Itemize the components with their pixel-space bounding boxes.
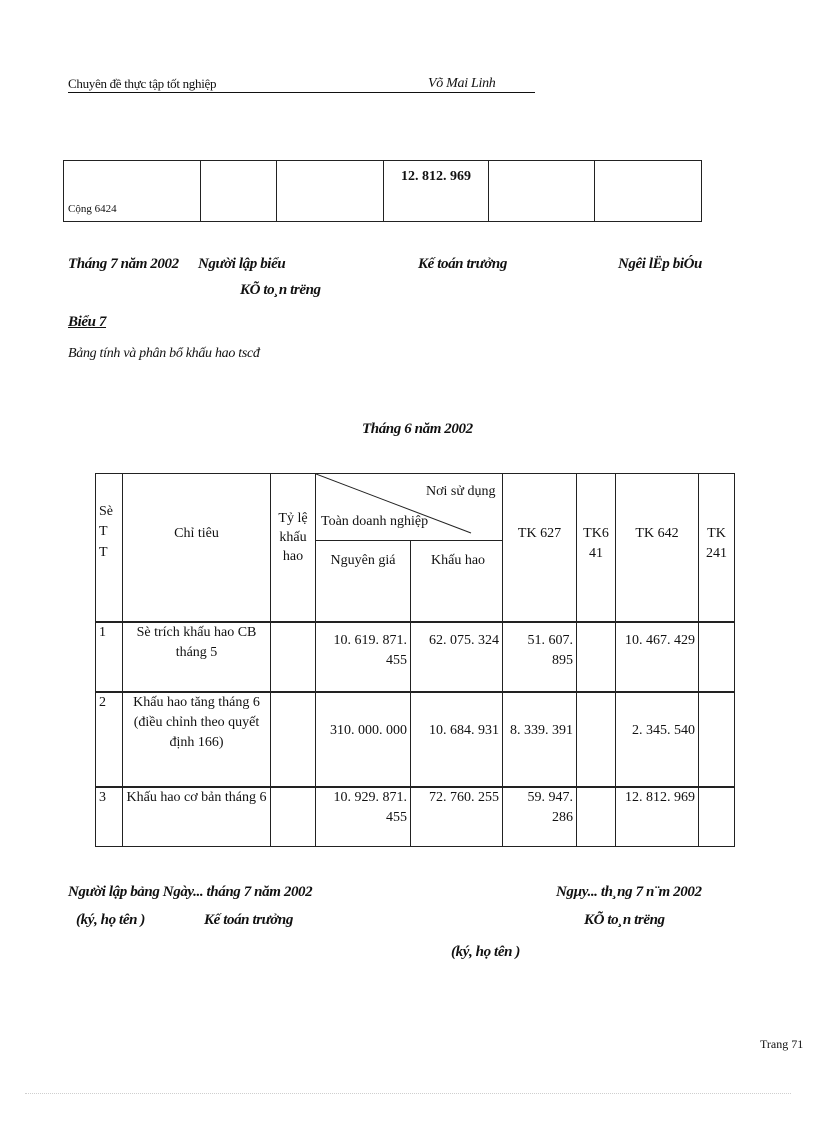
header-noi-su-dung [316,474,503,541]
table-row [96,692,735,787]
row-nguyen-gia [316,787,411,847]
header-stt-line: T [99,544,108,560]
row-nguyen-gia-line: 455 [386,652,407,668]
header-khau-hao: Khấu hao [411,541,503,622]
header-stt-line: Sè [99,504,113,519]
header-author: Võ Mai Linh [428,76,496,91]
row-chi-tieu [123,622,271,692]
signature-approver-garbled: Ngêi lËp biÓu [618,256,702,272]
total-row [64,161,702,222]
header-stt-line: T [99,524,108,540]
section-subtitle: Bảng tính và phân bổ khấu hao tscđ [68,346,260,361]
row-chi-tieu-line: tháng 5 [175,644,218,660]
bottom-sign-note-left: (ký, họ tên ) [76,912,145,928]
row-nguyen-gia-line: 10. 929. 871. [333,789,407,805]
row-tk627-line: 59. 947. [527,789,573,805]
row-tk642: 2. 345. 540 [616,692,699,787]
row-stt: 3 [96,787,123,847]
row-nguyen-gia [316,622,411,692]
total-row-amount: 12. 812. 969 [384,161,489,222]
header-ty-le-line: hao [282,548,304,564]
signature-chief-accountant: Kế toán trưởng [418,256,507,272]
header-tk641-line: TK6 [583,526,609,541]
total-row-empty-cell [277,161,384,222]
header-underline [68,92,535,93]
row-tk642: 12. 812. 969 [616,787,699,847]
row-tk627-line: 51. 607. [527,632,573,648]
row-stt: 1 [96,622,123,692]
header-ty-le-line: Tỷ lệ [278,511,308,526]
row-chi-tieu [123,692,271,787]
page-number: Trang 71 [760,1037,804,1051]
row-chi-tieu-line: (điều chỉnh theo quyết [133,714,260,730]
row-tk241 [699,692,735,787]
row-ty-le [271,787,316,847]
total-row-table [63,160,702,222]
row-tk627-line: 895 [552,652,573,668]
row-chi-tieu-line: Khấu hao tăng tháng 6 [133,694,260,710]
row-khau-hao: 72. 760. 255 [411,787,503,847]
header-noi-su-dung-label: Nơi sử dụng [426,484,496,499]
depreciation-table [95,473,735,847]
row-nguyen-gia-line: 455 [386,809,407,825]
header-nguyen-gia: Nguyên giá [316,541,411,622]
header-tk241-line: 241 [706,546,727,562]
header-ty-le-line: khấu [279,529,307,545]
row-tk627 [503,622,577,692]
row-tk642: 10. 467. 429 [616,622,699,692]
row-tk641 [577,692,616,787]
row-tk241 [699,787,735,847]
signature-preparer: Người lập biểu [198,256,286,272]
header-document-title: Chuyên đề thực tập tốt nghiệp [68,76,217,91]
row-tk627: 8. 339. 391 [503,692,577,787]
total-row-empty-cell [489,161,595,222]
header-tk241 [699,474,735,622]
header-tk641-line: 41 [589,546,603,562]
row-tk627 [503,787,577,847]
row-tk641 [577,787,616,847]
total-row-label: Cộng 6424 [64,161,201,222]
row-nguyen-gia: 310. 000. 000 [316,692,411,787]
table-row [96,787,735,847]
header-tk627: TK 627 [503,474,577,622]
row-chi-tieu-line: Sè trích khấu hao CB [136,624,257,640]
row-ty-le [271,692,316,787]
table-row [96,622,735,692]
row-stt: 2 [96,692,123,787]
header-tk241-line: TK [707,526,726,541]
row-nguyen-gia-line: 10. 619. 871. [333,632,407,648]
row-tk627-line: 286 [552,809,573,825]
bottom-right-date-garbled: Ngµy... th¸ng 7 n¨m 2002 [556,884,702,900]
signature-date: Tháng 7 năm 2002 [68,256,179,272]
header-ty-le [271,474,316,622]
bottom-right-title-garbled: KÕ to¸n trëng [584,912,665,928]
row-ty-le [271,622,316,692]
row-tk241 [699,622,735,692]
header-chi-tieu: Chỉ tiêu [123,474,271,622]
row-chi-tieu-line: định 166) [169,735,224,751]
bottom-sign-note-center: (ký, họ tên ) [451,944,520,960]
bottom-preparer-date: Người lập bảng Ngày... tháng 7 năm 2002 [68,884,313,900]
row-khau-hao: 10. 684. 931 [411,692,503,787]
row-tk641 [577,622,616,692]
row-khau-hao: 62. 075. 324 [411,622,503,692]
total-row-empty-cell [201,161,277,222]
header-tk642: TK 642 [616,474,699,622]
page-bottom-rule [25,1093,791,1094]
header-toan-doanh-nghiep: Toàn doanh nghiệp [321,514,429,529]
header-stt [96,474,123,622]
signature-preparer-garbled: KÕ to¸n trëng [240,282,321,298]
header-row-top [96,474,735,541]
bottom-chief-accountant: Kế toán trưởng [204,912,293,928]
header-tk641 [577,474,616,622]
total-row-empty-cell [595,161,702,222]
section-title: Biểu 7 [68,314,107,330]
row-chi-tieu: Khấu hao cơ bản tháng 6 [123,787,271,847]
section-period: Tháng 6 năm 2002 [362,421,473,437]
